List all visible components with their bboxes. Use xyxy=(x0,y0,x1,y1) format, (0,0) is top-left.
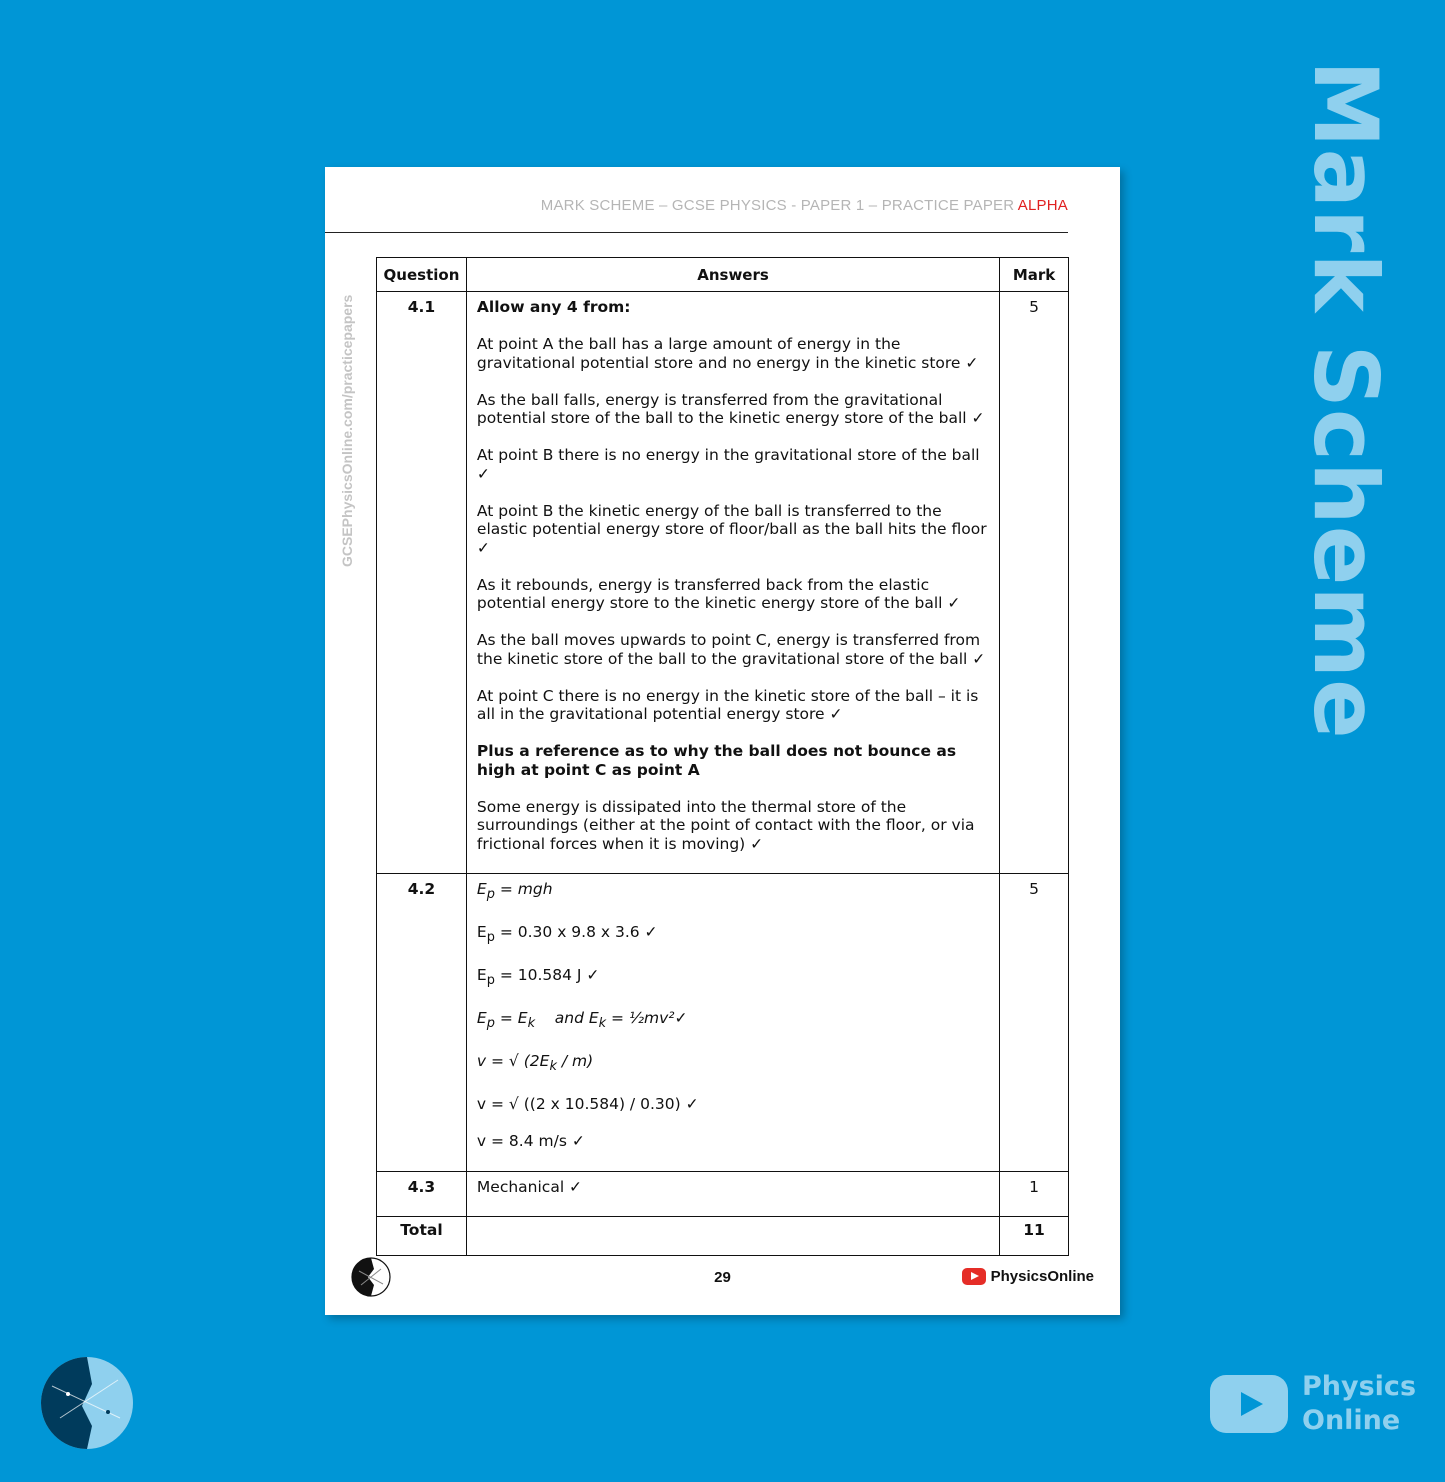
side-url-text: GCSEPhysicsOnline.com/practicepapers xyxy=(339,294,355,567)
table-row xyxy=(377,292,1069,874)
header-divider xyxy=(325,232,1068,233)
table-row xyxy=(377,1171,1069,1216)
answer-point: At point C there is no energy in the kinetic store of the ball – it is all in the gravitational potential energy store ✓ xyxy=(476,686,979,723)
youtube-play-icon xyxy=(1210,1375,1288,1433)
total-label: Total xyxy=(377,1216,467,1255)
mark-column-header: Mark xyxy=(1000,258,1069,292)
mark-scheme-side-title: Mark Scheme xyxy=(1294,60,1397,740)
equation-line: v = √ ((2 x 10.584) / 0.30) ✓ xyxy=(476,1095,699,1114)
mark-value: 1 xyxy=(1000,1171,1069,1216)
footer-brand-text: PhysicsOnline xyxy=(990,1268,1094,1285)
page-number: 29 xyxy=(714,1269,731,1286)
answer-point: At point B there is no energy in the gravitational store of the ball ✓ xyxy=(476,446,980,483)
answer-point: Some energy is dissipated into the thermal store of the surroundings (either at the point of contact with the floor, or via frictional forces when it is moving) ✓ xyxy=(476,797,975,853)
mark-scheme-table xyxy=(376,257,1069,1256)
answer-cell: Mechanical ✓ xyxy=(466,1171,999,1216)
header-accent: ALPHA xyxy=(1017,197,1068,214)
total-mark: 11 xyxy=(1000,1216,1069,1255)
corner-brand-line1: Physics xyxy=(1302,1371,1417,1402)
youtube-icon xyxy=(962,1268,986,1285)
mark-value: 5 xyxy=(1000,874,1069,1172)
total-answer-cell xyxy=(466,1216,999,1255)
mark-value: 5 xyxy=(1000,292,1069,874)
question-number: 4.1 xyxy=(377,292,467,874)
answers-column-header: Answers xyxy=(466,258,999,292)
page-header xyxy=(541,197,1068,214)
answer-intro: Allow any 4 from: xyxy=(476,298,631,316)
answer-point: As the ball falls, energy is transferred from the gravitational potential store of the ball to the kinetic energy store of the ball ✓ xyxy=(476,390,985,427)
answer-cell xyxy=(466,292,999,874)
answer-plus-heading: Plus a reference as to why the ball does not bounce as high at point C as point A xyxy=(476,742,957,779)
physics-online-corner-logo-icon xyxy=(40,1356,134,1450)
corner-brand-line2: Online xyxy=(1302,1405,1401,1436)
answer-point: At point A the ball has a large amount of energy in the gravitational potential store and no energy in the kinetic store ✓ xyxy=(476,335,979,372)
equation-line: v = √ $(2E_k / m)$ xyxy=(476,1052,594,1075)
equation-line: $E_p = 0.30$ x 9.8 x 3.6 ✓ xyxy=(476,923,658,946)
answer-cell xyxy=(466,874,999,1172)
corner-brand xyxy=(1210,1370,1416,1438)
question-number: 4.3 xyxy=(377,1171,467,1216)
document-page xyxy=(325,167,1120,1315)
equation-line: $E_p$ = mgh xyxy=(476,880,553,903)
table-row xyxy=(377,874,1069,1172)
question-column-header: Question xyxy=(377,258,467,292)
answer-point: As it rebounds, energy is transferred back from the elastic potential energy store to the kinetic energy store of the ball ✓ xyxy=(476,575,961,612)
header-text: MARK SCHEME – GCSE PHYSICS - PAPER 1 – PRACTICE PAPER xyxy=(540,197,1018,214)
answer-point: At point B the kinetic energy of the ball is transferred to the elastic potential energy store of floor/ball as the ball hits the floor ✓ xyxy=(476,501,987,557)
total-row xyxy=(377,1216,1069,1255)
footer-brand xyxy=(962,1268,1094,1285)
question-number: 4.2 xyxy=(377,874,467,1172)
table-header-row xyxy=(377,258,1069,292)
equation-line: $E_p = 10.584$ J ✓ xyxy=(476,966,600,989)
corner-brand-text xyxy=(1302,1370,1416,1438)
answer-point: As the ball moves upwards to point C, energy is transferred from the kinetic store of the ball to the gravitational store of the ball ✓ xyxy=(476,631,986,668)
equation-line: $E_p = E_k$ and $E_k$ = ½mv²✓ xyxy=(476,1009,688,1032)
equation-line: v = 8.4 m/s ✓ xyxy=(476,1132,585,1151)
